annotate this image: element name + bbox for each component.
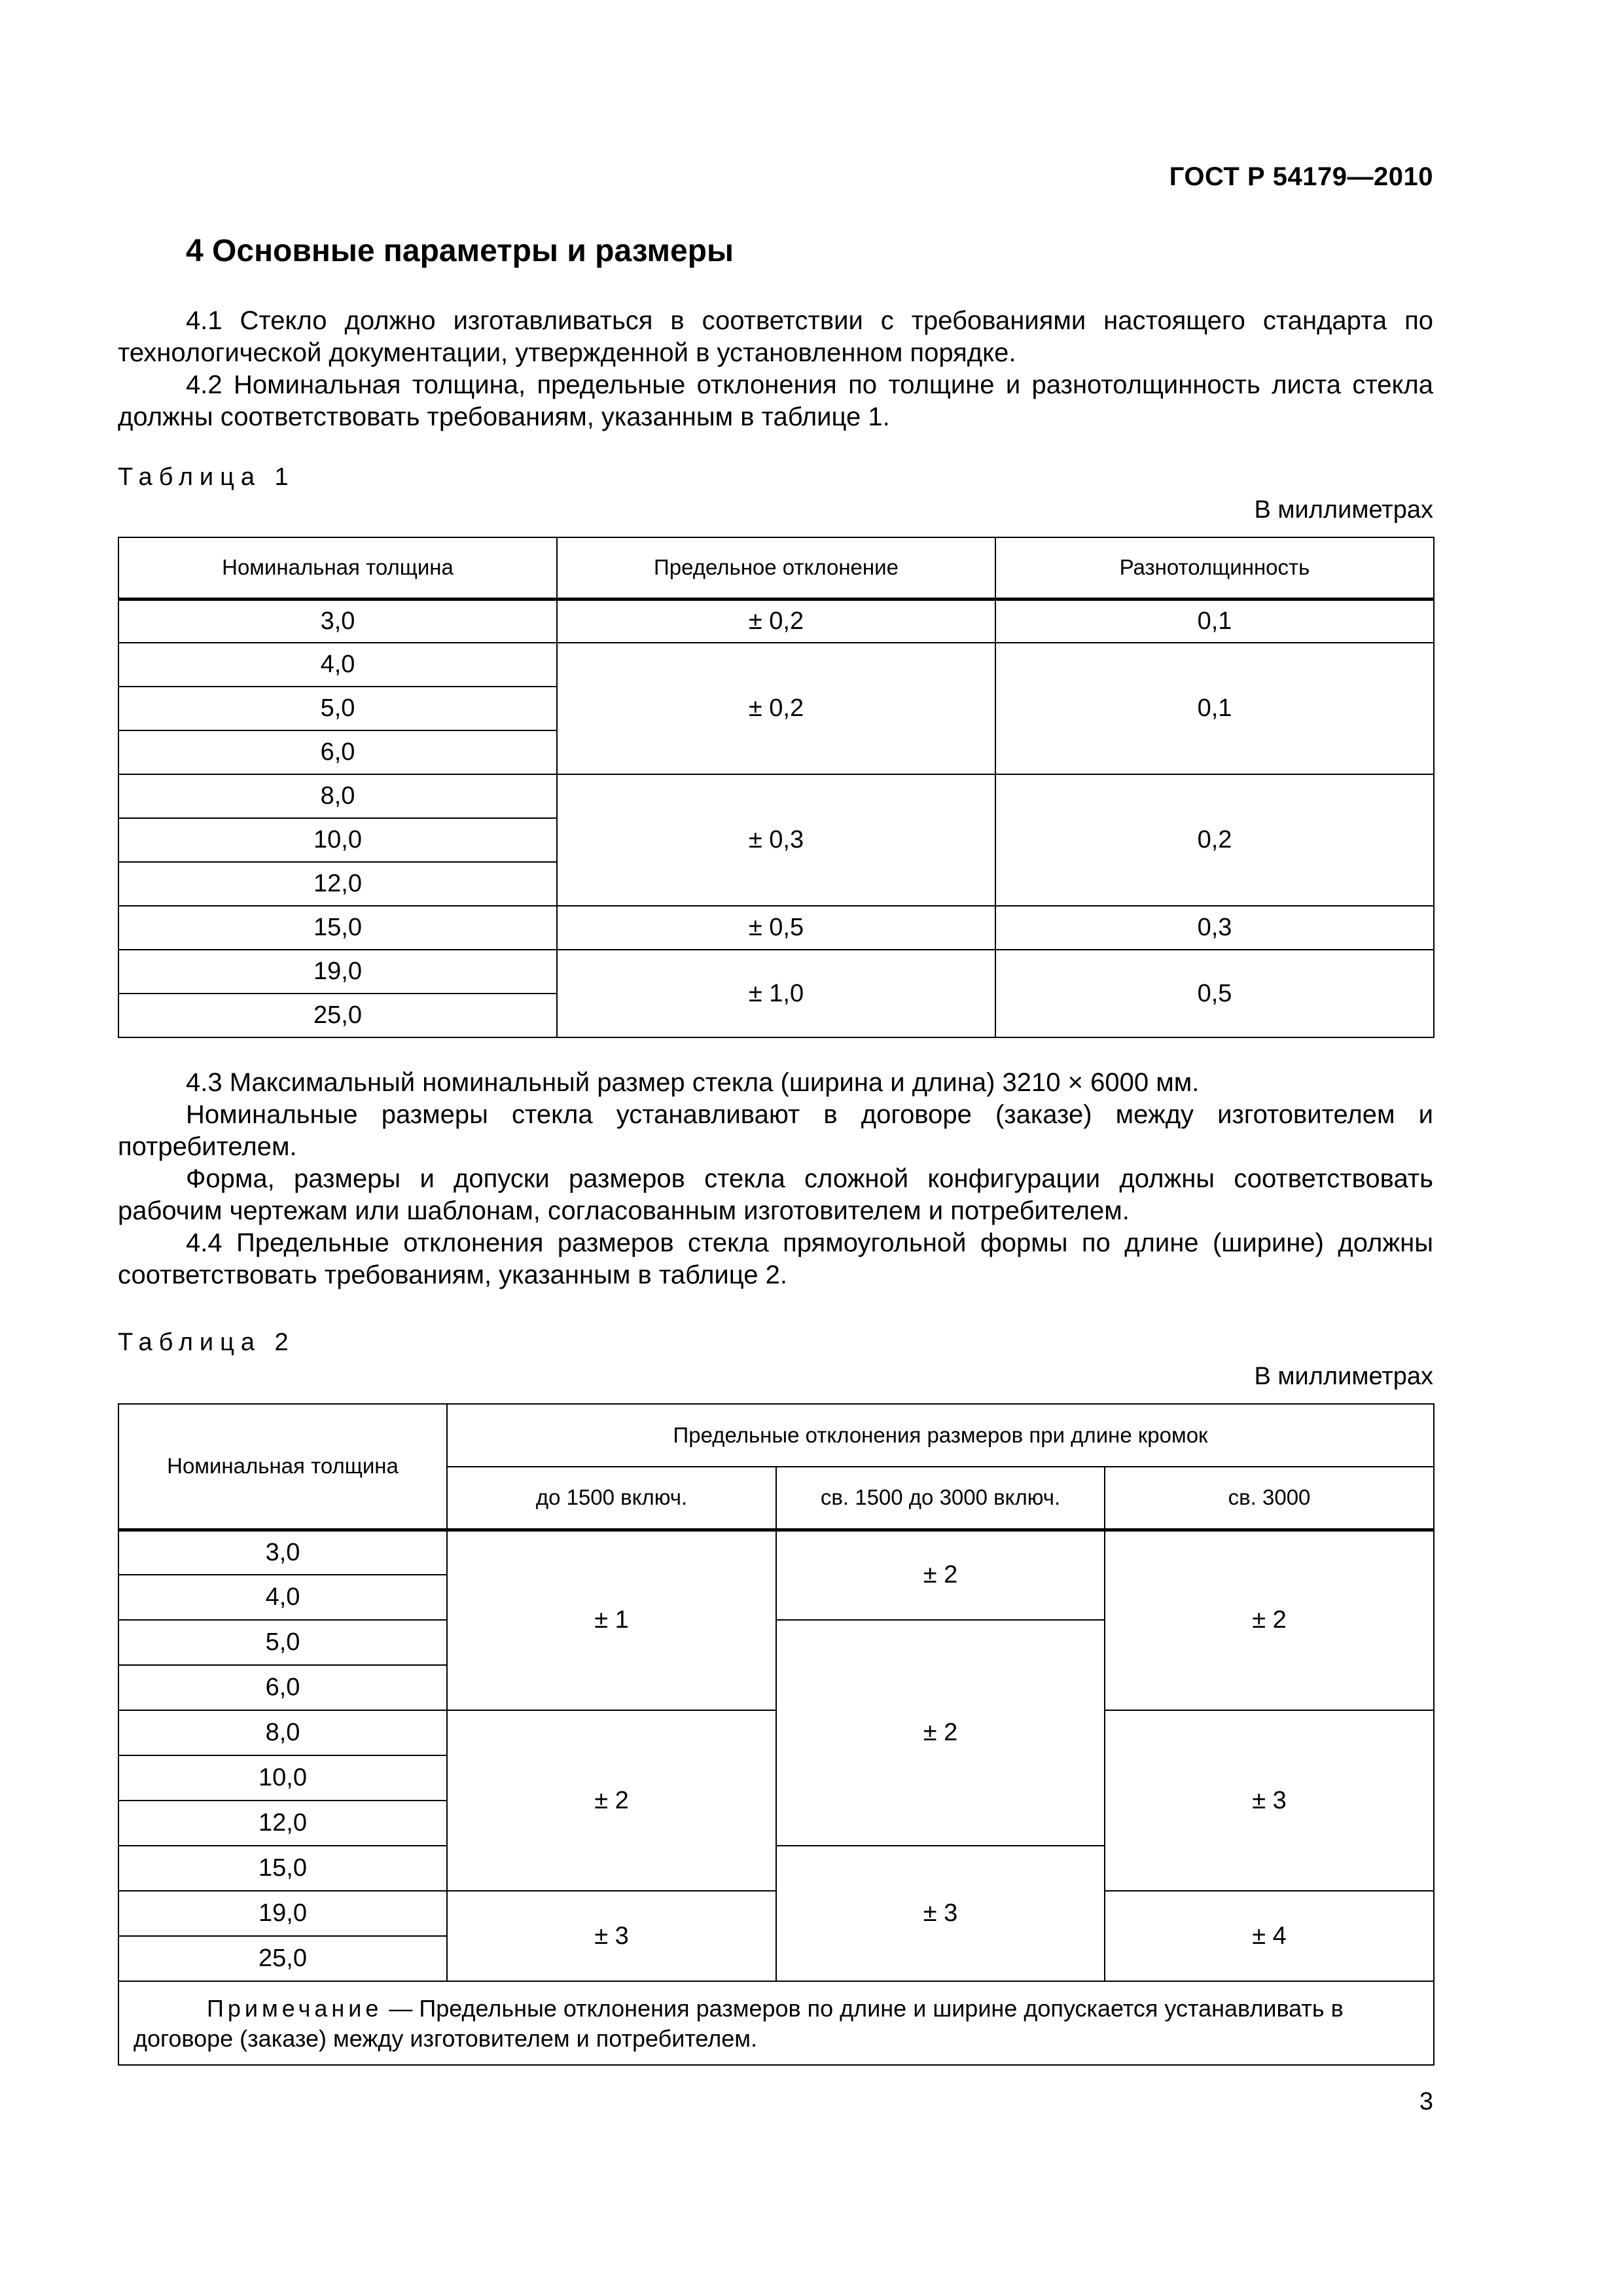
table1-cell-thickness: 10,0 xyxy=(118,818,557,862)
table2-cell-thickness: 19,0 xyxy=(118,1891,447,1936)
table2-cell-thickness: 8,0 xyxy=(118,1710,447,1755)
table1-cell-deviation: ± 0,2 xyxy=(557,599,995,643)
table1-cell-deviation: ± 0,5 xyxy=(557,906,995,950)
middle-paragraphs xyxy=(118,1067,1433,1291)
table2-cell-1500-3000: ± 2 xyxy=(776,1620,1105,1846)
table1-header-thickness: Номинальная толщина xyxy=(118,537,557,599)
table2-cell-thickness: 5,0 xyxy=(118,1620,447,1665)
note-text: — Предельные отклонения размеров по длине и ширине допускается устанавливать в договоре (заказе) между изготовителем и потребителем. xyxy=(134,1995,1344,2052)
table2-cell-upto-1500: ± 1 xyxy=(447,1530,776,1710)
table2-units: В миллиметрах xyxy=(1254,1363,1433,1390)
table2-cell-thickness: 6,0 xyxy=(118,1665,447,1710)
table2-cell-upto-1500: ± 3 xyxy=(447,1891,776,1981)
table-2 xyxy=(118,1403,1435,2066)
table2-subheader-upto-1500: до 1500 включ. xyxy=(447,1467,776,1530)
table2-cell-thickness: 10,0 xyxy=(118,1755,447,1801)
table1-cell-variation: 0,1 xyxy=(995,599,1434,643)
paragraph-4-3: 4.3 Максимальный номинальный размер стекла (ширина и длина) 3210 × 6000 мм. xyxy=(186,1068,1200,1097)
paragraph-complex-shape: Форма, размеры и допуски размеров стекла сложной конфигурации должны соответствовать рабочим чертежам или шаблонам, согласованным изготовителем и потребителем. xyxy=(118,1164,1433,1225)
table1-cell-thickness: 8,0 xyxy=(118,774,557,818)
table1-cell-thickness: 25,0 xyxy=(118,994,557,1037)
table1-cell-thickness: 6,0 xyxy=(118,730,557,774)
table2-cell-thickness: 25,0 xyxy=(118,1936,447,1981)
note-lead: Примечание xyxy=(207,1995,383,2022)
table1-cell-thickness: 12,0 xyxy=(118,862,557,906)
paragraph-nominal-sizes: Номинальные размеры стекла устанавливают в договоре (заказе) между изготовителем и потребителем. xyxy=(118,1100,1433,1161)
table1-header-deviation: Предельное отклонение xyxy=(557,537,995,599)
table1-cell-thickness: 5,0 xyxy=(118,687,557,730)
table1-cell-variation: 0,3 xyxy=(995,906,1434,950)
paragraph-4-2: 4.2 Номинальная толщина, предельные отклонения по толщине и разнотолщинность листа стекла должны соответствовать требованиям, указанным в таблице 1. xyxy=(118,370,1433,431)
table1-cell-deviation: ± 0,2 xyxy=(557,643,995,774)
table2-cell-thickness: 15,0 xyxy=(118,1846,447,1891)
table1-cell-variation: 0,5 xyxy=(995,950,1434,1037)
table-1 xyxy=(118,537,1435,1038)
table2-cell-thickness: 3,0 xyxy=(118,1530,447,1575)
table2-cell-upto-1500: ± 2 xyxy=(447,1710,776,1891)
table2-label: Таблица 2 xyxy=(118,1329,295,1356)
table2-cell-thickness: 12,0 xyxy=(118,1801,447,1846)
table1-cell-thickness: 19,0 xyxy=(118,950,557,994)
table1-cell-thickness: 15,0 xyxy=(118,906,557,950)
table2-cell-over-3000: ± 2 xyxy=(1105,1530,1434,1710)
section-title: 4 Основные параметры и размеры xyxy=(186,234,734,268)
document-id: ГОСТ Р 54179—2010 xyxy=(1169,162,1433,191)
table1-units: В миллиметрах xyxy=(1254,496,1433,524)
table2-cell-thickness: 4,0 xyxy=(118,1575,447,1620)
table1-cell-deviation: ± 0,3 xyxy=(557,774,995,906)
table2-cell-1500-3000: ± 2 xyxy=(776,1530,1105,1620)
table1-cell-variation: 0,2 xyxy=(995,774,1434,906)
table1-label: Таблица 1 xyxy=(118,463,295,491)
table2-header-group: Предельные отклонения размеров при длине кромок xyxy=(447,1404,1434,1467)
table1-cell-thickness: 3,0 xyxy=(118,599,557,643)
table2-cell-over-3000: ± 4 xyxy=(1105,1891,1434,1981)
intro-paragraphs xyxy=(118,305,1433,433)
page-number: 3 xyxy=(1419,2088,1433,2115)
paragraph-4-1: 4.1 Стекло должно изготавливаться в соответствии с требованиями настоящего стандарта по технологической документации, утвержденной в установленном порядке. xyxy=(118,306,1433,367)
table1-cell-variation: 0,1 xyxy=(995,643,1434,774)
table2-note xyxy=(118,1981,1434,2065)
table2-subheader-1500-3000: св. 1500 до 3000 включ. xyxy=(776,1467,1105,1530)
table2-cell-over-3000: ± 3 xyxy=(1105,1710,1434,1891)
table1-header-variation: Разнотолщинность xyxy=(995,537,1434,599)
table2-header-thickness: Номинальная толщина xyxy=(118,1404,447,1530)
table2-subheader-over-3000: св. 3000 xyxy=(1105,1467,1434,1530)
table1-cell-deviation: ± 1,0 xyxy=(557,950,995,1037)
table1-cell-thickness: 4,0 xyxy=(118,643,557,687)
paragraph-4-4: 4.4 Предельные отклонения размеров стекла прямоугольной формы по длине (ширине) должны соответствовать требованиям, указанным в таблице 2. xyxy=(118,1229,1433,1289)
table2-cell-1500-3000: ± 3 xyxy=(776,1846,1105,1981)
